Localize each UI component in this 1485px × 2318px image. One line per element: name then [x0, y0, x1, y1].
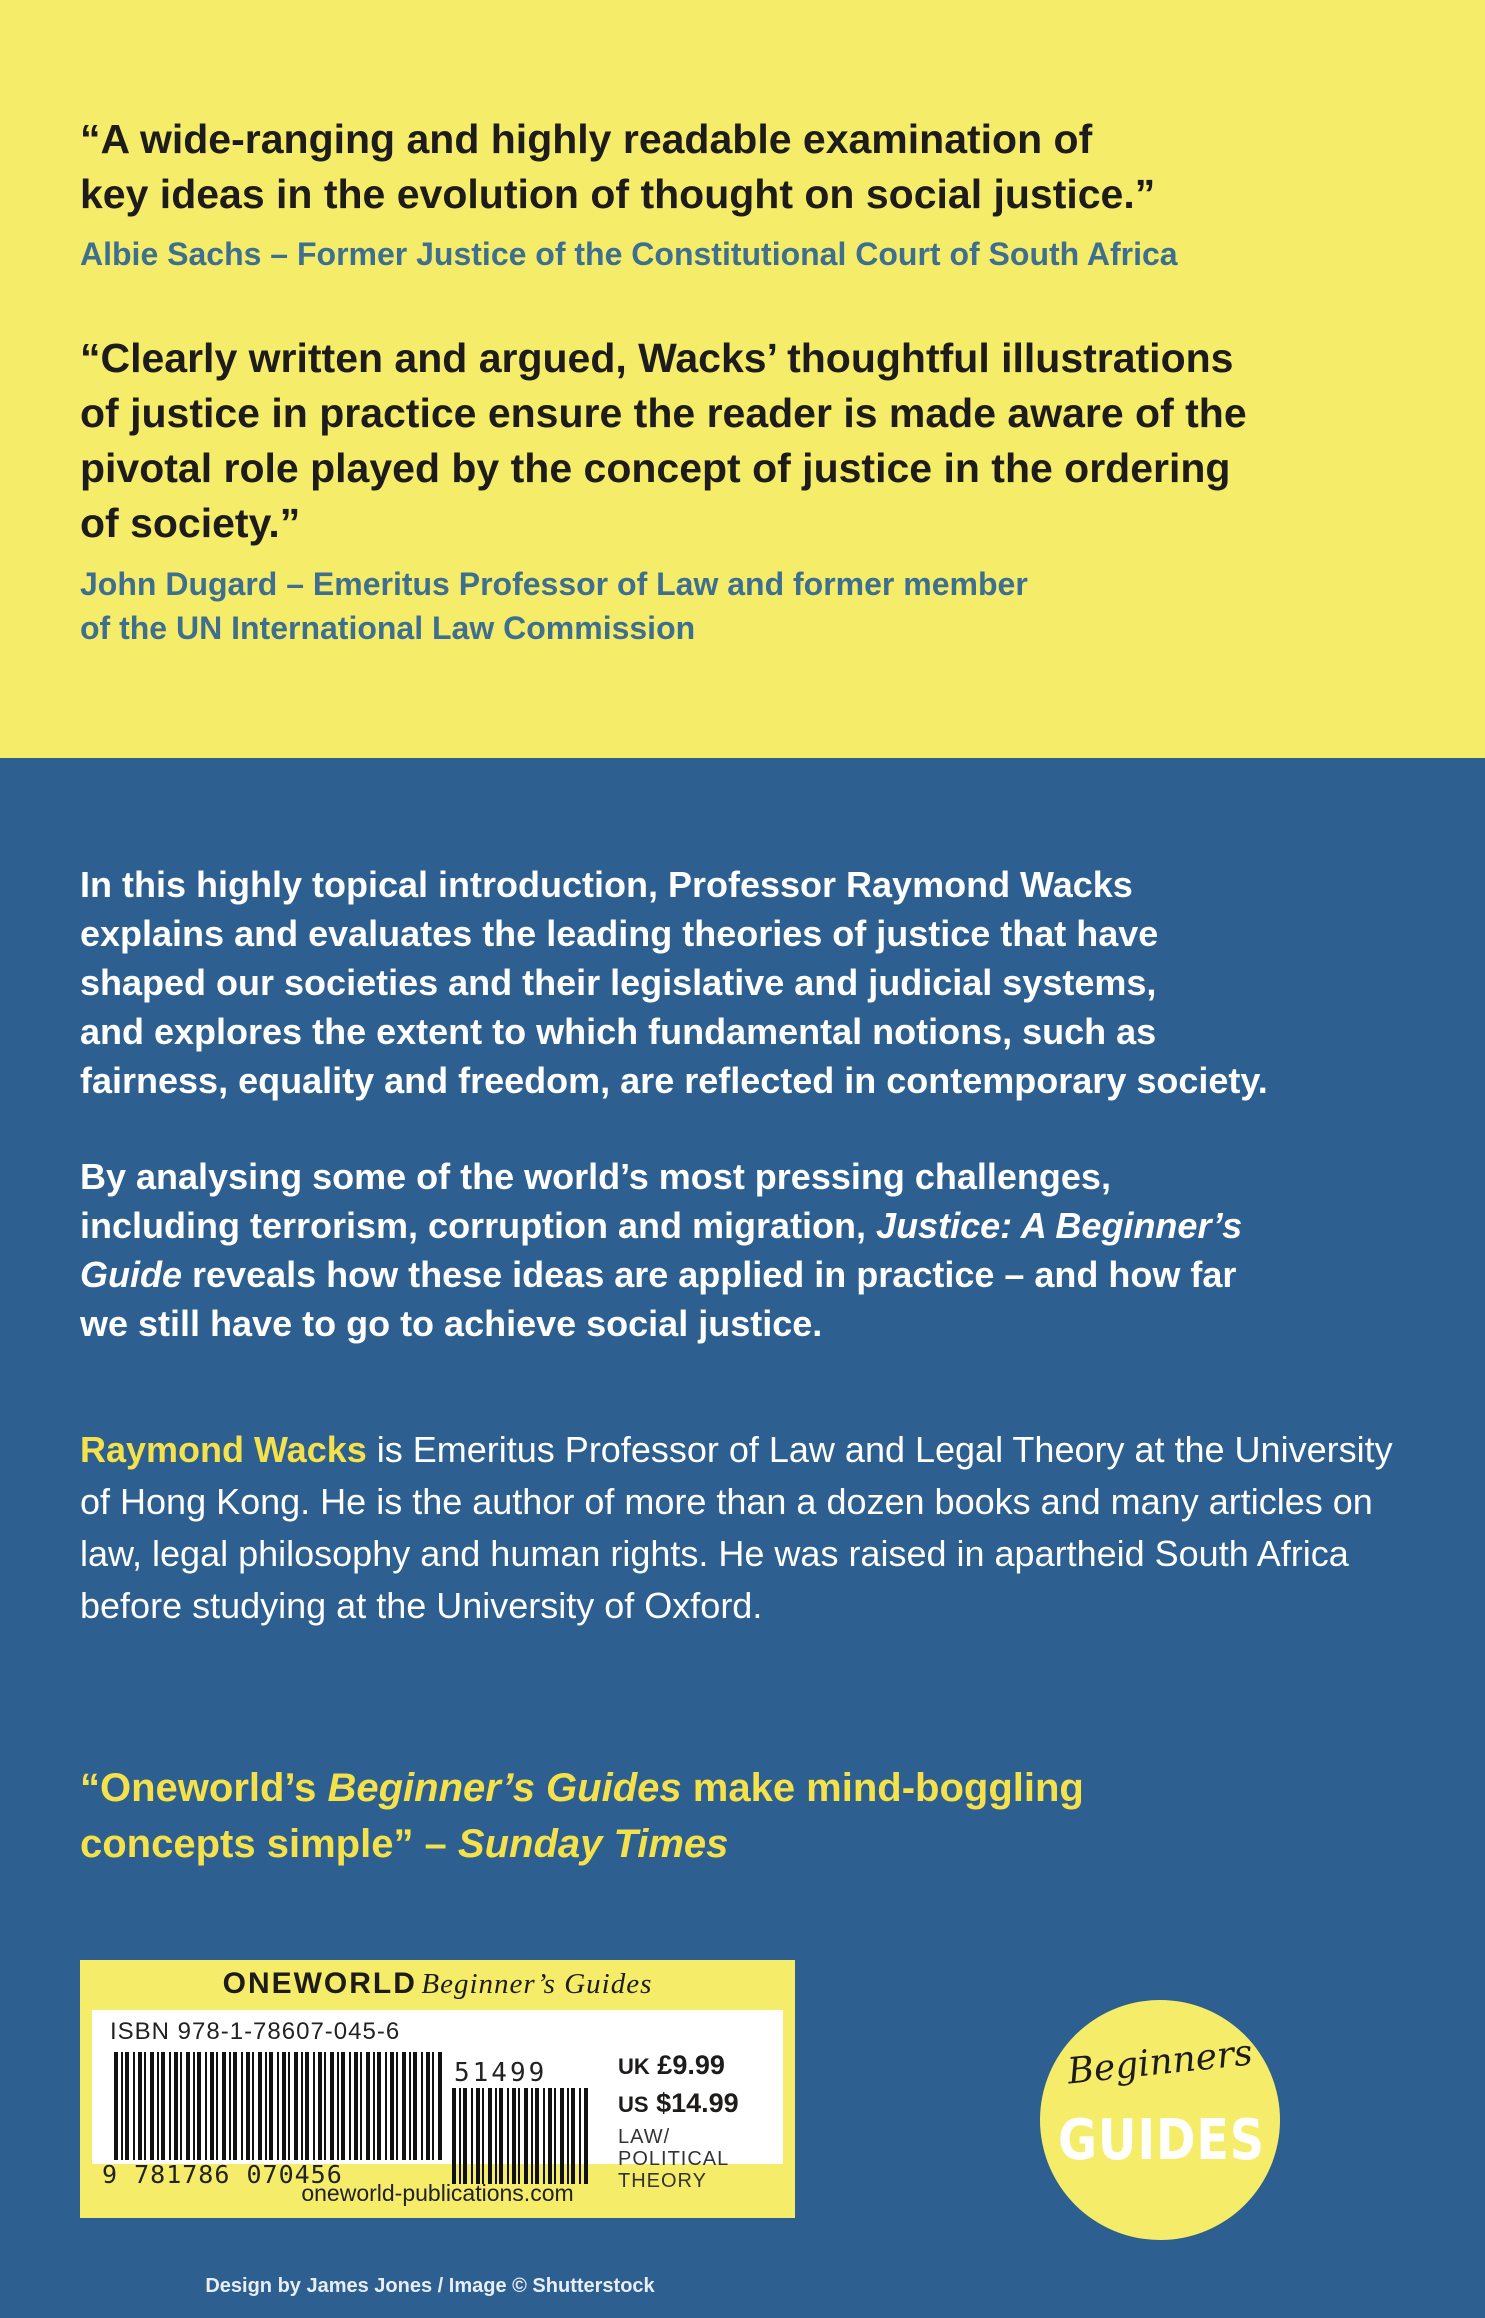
publisher-name: ONEWORLD: [222, 1967, 417, 2000]
barcode-panel: [80, 1960, 795, 2218]
reviews-panel: [0, 0, 1485, 758]
author-bio: Raymond Wacks is Emeritus Professor of Law and Legal Theory at the University of Hong Kong. He is the author of more than a dozen books and many articles on law, legal philosophy and human rights. He was raised in apartheid South Africa before studying at the University of Oxford.: [80, 1429, 1393, 1626]
addon-digits: 51499: [454, 2058, 548, 2088]
book-title-cont: Guide: [80, 1254, 183, 1295]
design-credit: Design by James Jones / Image © Shutterstock: [205, 2275, 655, 2297]
price-uk: UK £9.99: [618, 2050, 725, 2080]
publisher-website: oneworld-publications.com: [301, 2180, 574, 2206]
logo-word: GUIDES: [1058, 2108, 1265, 2173]
book-title: Justice: A Beginner’s: [876, 1205, 1243, 1246]
barcode-ean: [114, 2052, 444, 2160]
review-attribution-2: John Dugard – Emeritus Professor of Law and former member of the UN International Law Commission: [80, 566, 1028, 646]
series-name: Beginner’s Guides: [421, 1968, 653, 2000]
review-attribution-1: Albie Sachs – Former Justice of the Constitutional Court of South Africa: [80, 236, 1178, 272]
barcode-label: [92, 2010, 783, 2192]
review-quote-2: “Clearly written and argued, Wacks’ thoughtful illustrations of justice in practice ensure the reader is made aware of the pivotal role played by the concept of justice in the ordering of society.”: [80, 335, 1247, 546]
ean-digits: 9 781786 070456: [102, 2160, 343, 2189]
logo-script: Beginners: [1065, 2032, 1255, 2093]
description-paragraph-1: In this highly topical introduction, Professor Raymond Wacks explains and evaluates the leading theories of justice that have shaped our societies and their legislative and judicial systems, and explores the extent to which fundamental notions, such as fairness, equality and freedom, are reflected in contemporary society.: [80, 864, 1268, 1101]
publisher-line: [80, 1960, 795, 2008]
description-paragraph-2: By analysing some of the world’s most pressing challenges, including terrorism, corruption and migration, Justice: A Beginner’s Guide reveals how these ideas are applied in practice – and how far we still have to go to achieve social justice.: [80, 1156, 1243, 1344]
author-name: Raymond Wacks: [80, 1429, 367, 1470]
isbn: ISBN 978-1-78607-045-6: [110, 2018, 401, 2045]
price-us: US $14.99: [618, 2088, 739, 2118]
review-quote-1: “A wide-ranging and highly readable examination of key ideas in the evolution of thought on social justice.”: [80, 116, 1156, 217]
series-promo: “Oneworld’s Beginner’s Guides make mind-boggling concepts simple” – Sunday Times: [80, 1766, 1084, 1866]
subject-category: LAW/ POLITICAL THEORY: [618, 2126, 730, 2192]
beginners-guides-logo: [1040, 2000, 1280, 2240]
